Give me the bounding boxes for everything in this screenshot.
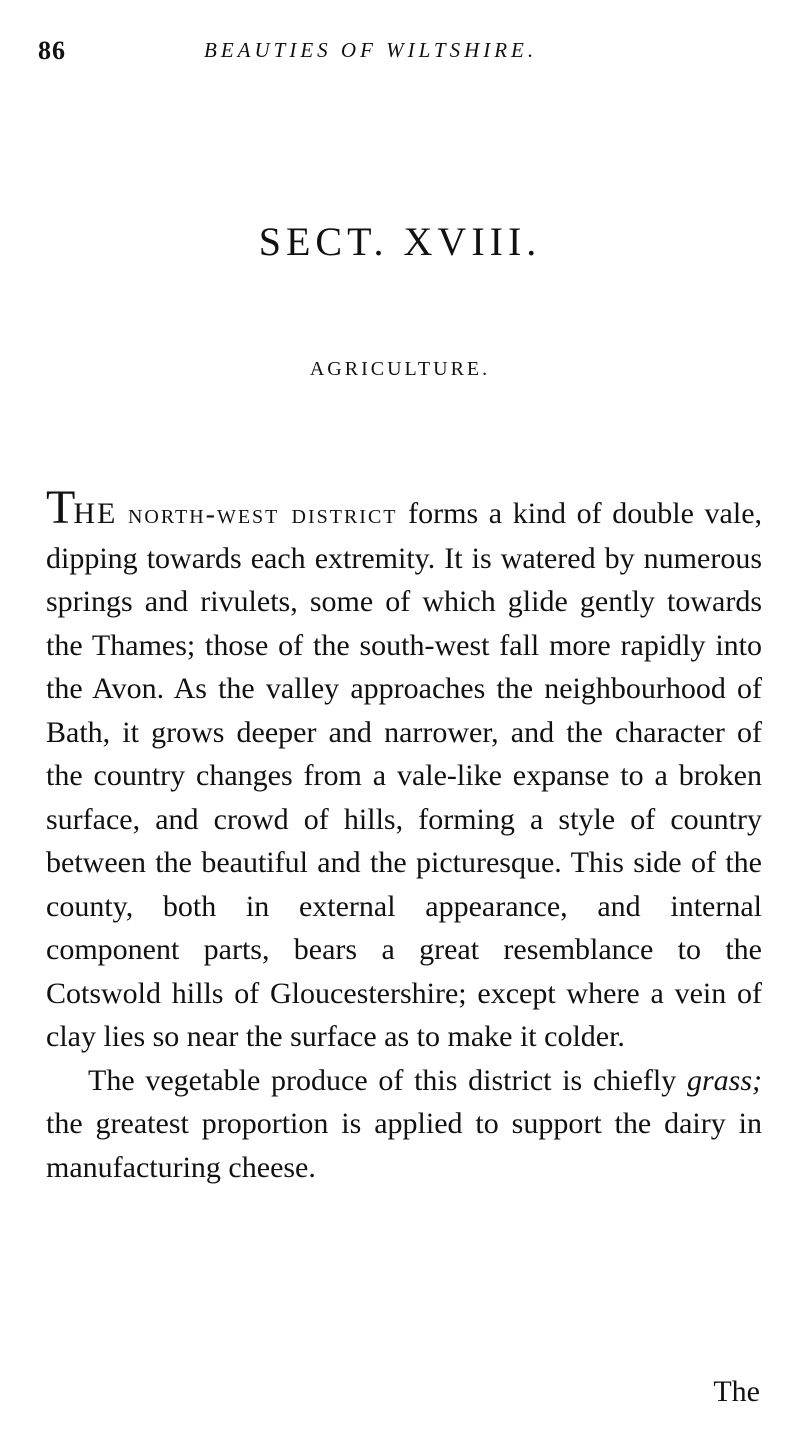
running-head-title: BEAUTIES OF WILTSHIRE. [204,38,538,62]
paragraph-2 [46,1059,762,1190]
paragraph-2-text-before: The vegetable produce of this district is chiefly [88,1063,677,1097]
running-head [38,36,768,76]
paragraph-1 [46,481,763,1059]
section-heading: SECT. XVIII. [258,219,542,264]
page-number: 86 [38,36,66,65]
body-text [46,481,763,1189]
italic-word: grass; [686,1063,762,1097]
drop-cap: T [46,481,74,534]
small-caps-phrase: north-west district [127,499,398,530]
lead-word-rest: HE [73,497,118,530]
paragraph-1-text: forms a kind of double vale, dipping towards each extremity. It is watered by numerous springs and rivulets, some of which glide gently towards the Thames; those of the south-west fall more rapidly into the Avon. As the valley approaches the neighbourhood of Bath, it grows deeper and narrower, and the character of the country changes from a vale-like expanse to a broken surface, and crowd of hills, forming a style of country between the beautiful and the picturesque. This side of the county, both in external appearance, and internal component parts, bears a great resemblance to the Cotswold hills of Gloucestershire; except where a vein of clay lies so near the surface as to make it colder. [46,497,763,1053]
paragraph-2-text-after: the greatest proportion is applied to support the dairy in manufacturing cheese. [46,1107,762,1184]
catchword: The [713,1375,760,1408]
section-subheading: AGRICULTURE. [309,358,491,380]
